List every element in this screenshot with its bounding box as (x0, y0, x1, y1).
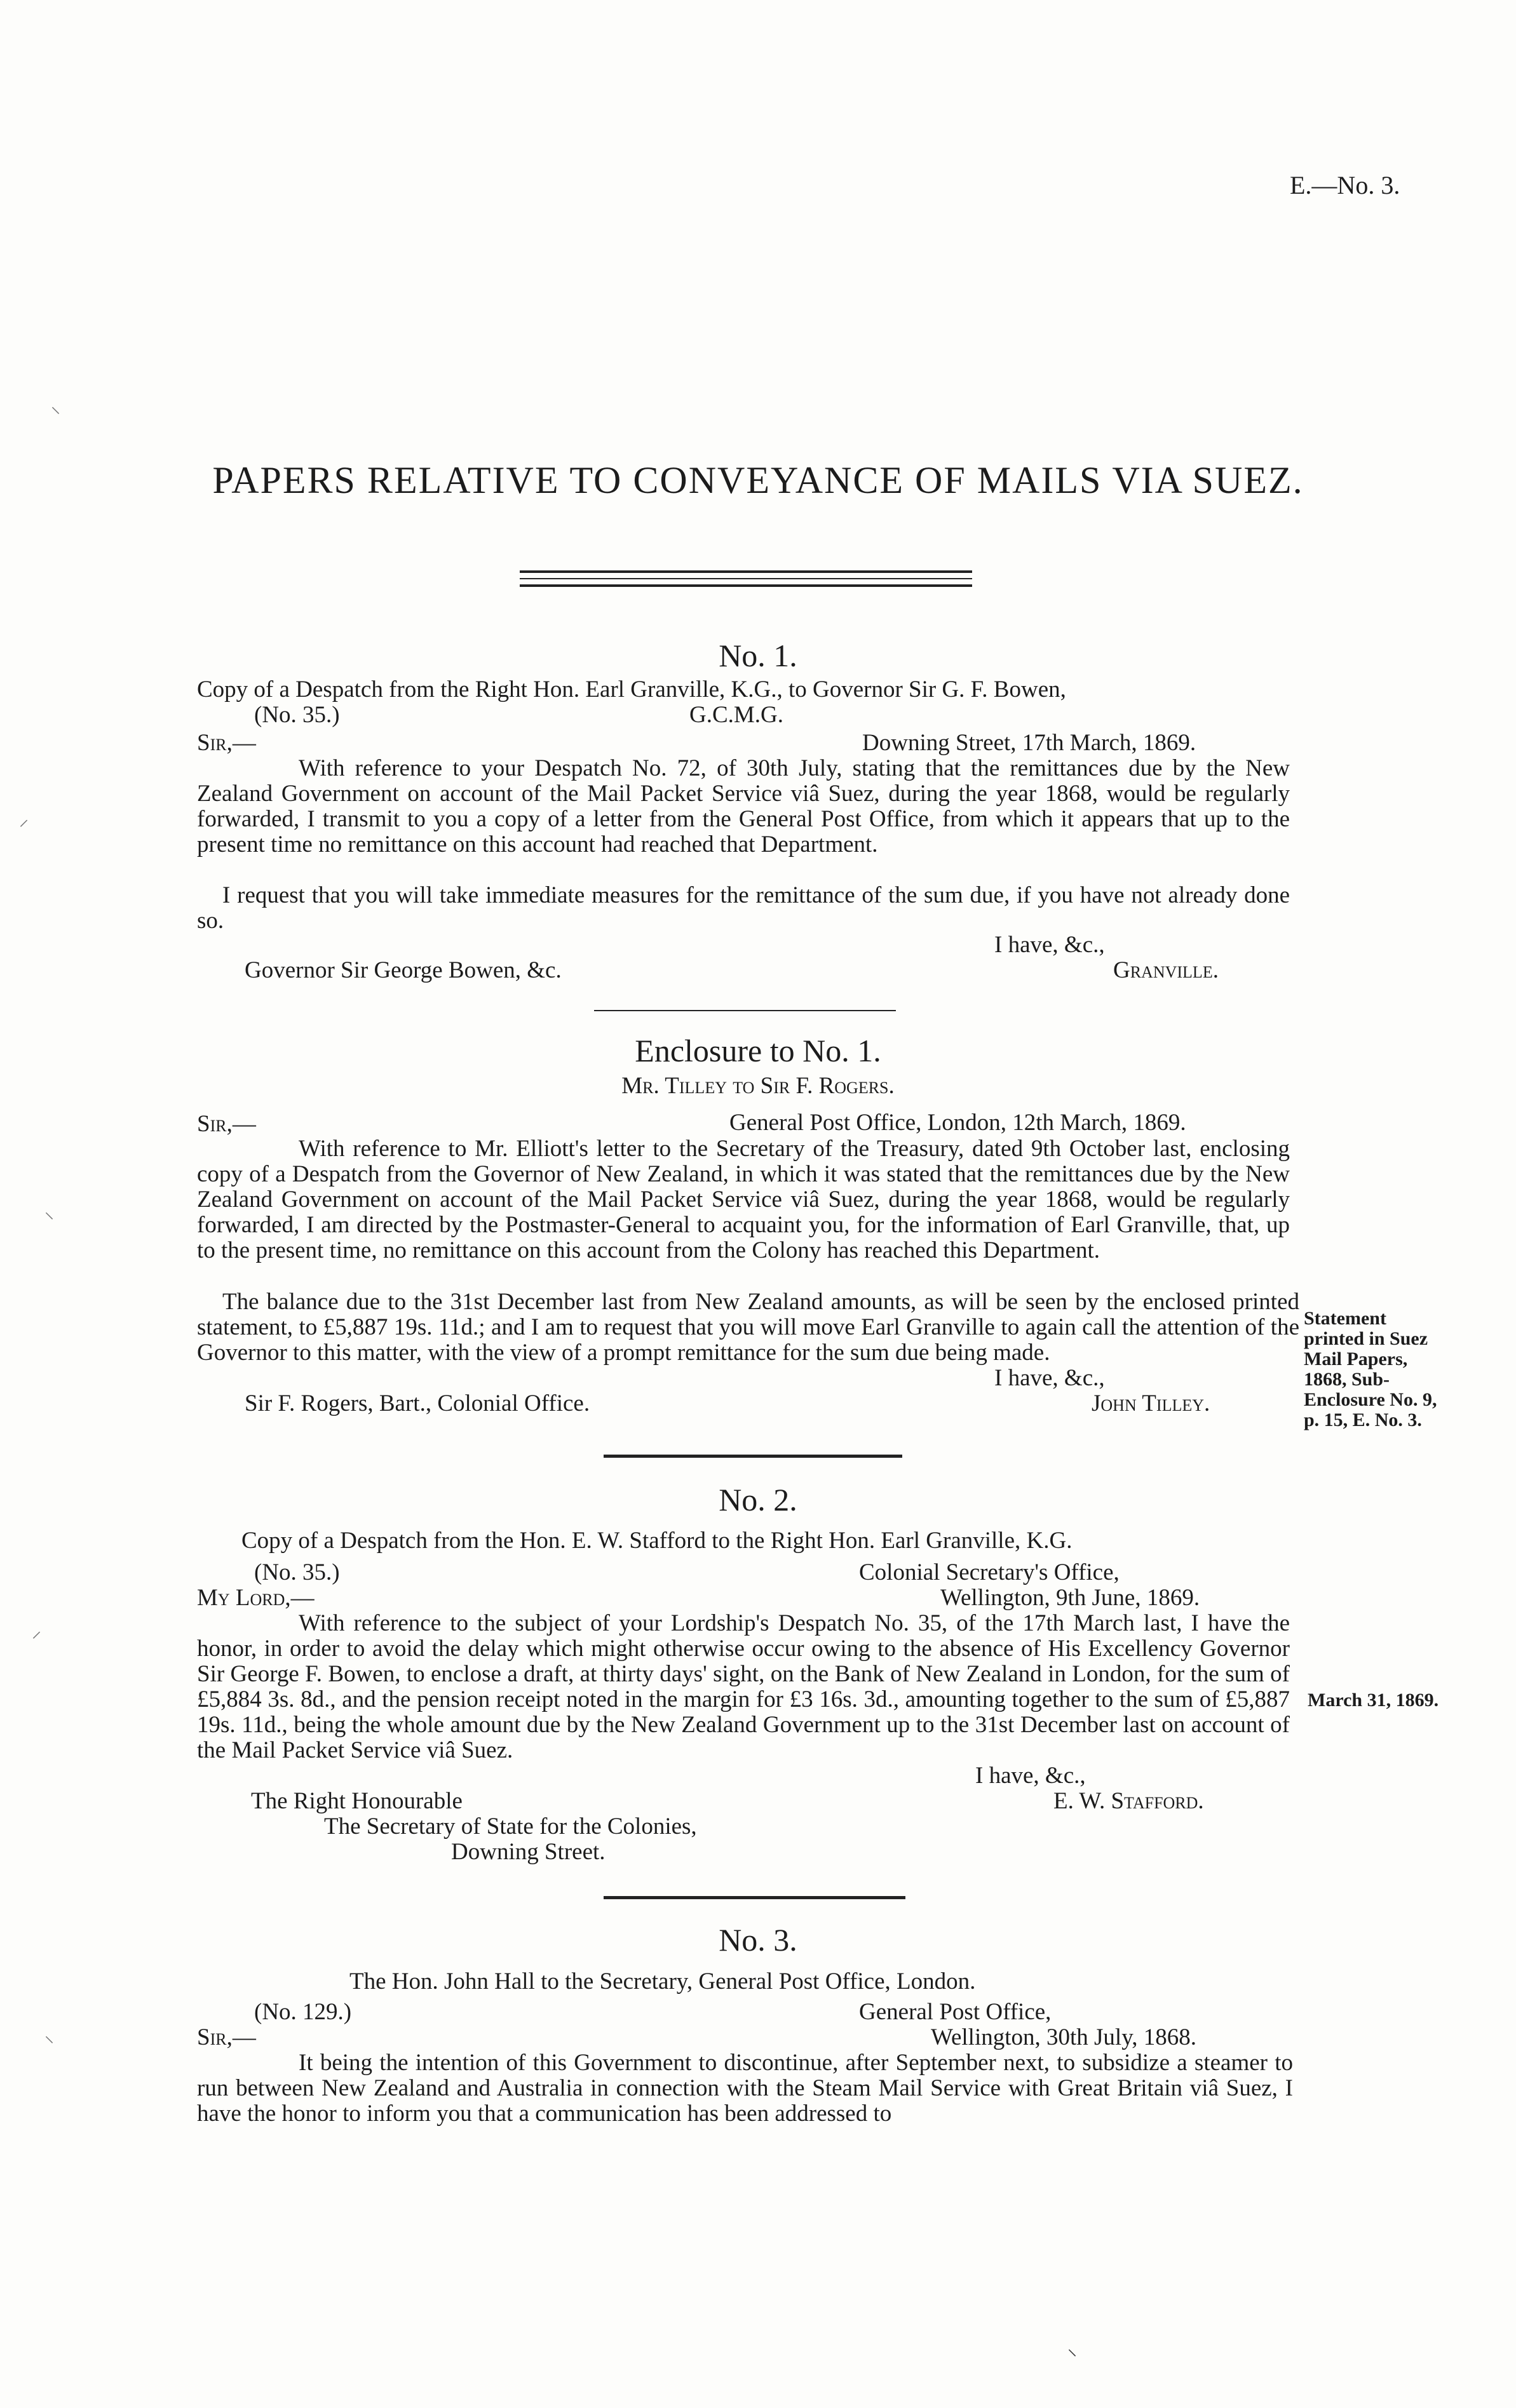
enclosure1-subheading: Mr. Tilley to Sir F. Rogers. (621, 1073, 895, 1099)
enclosure1-closing: I have, &c., (994, 1365, 1105, 1391)
no1-gcmg: G.C.M.G. (689, 702, 784, 728)
no1-intro-line: Copy of a Despatch from the Right Hon. Earl Granville, K.G., to Governor Sir G. F. Bowen, (197, 676, 1066, 703)
section-heading-no2: No. 2. (719, 1482, 797, 1517)
title-rule (520, 584, 972, 587)
no2-addressee-3: Downing Street. (451, 1839, 606, 1865)
margin-note-line: p. 15, E. No. 3. (1304, 1409, 1422, 1430)
no1-signature: Granville. (1113, 957, 1219, 983)
no1-despatch-number: (No. 35.) (254, 702, 340, 728)
scan-mark: ⸍ (19, 817, 29, 838)
enclosure1-signature: John Tilley. (1092, 1390, 1210, 1416)
margin-note-line: printed in Suez (1304, 1328, 1428, 1349)
title-rule (520, 570, 972, 573)
no2-margin-note: March 31, 1869. (1308, 1690, 1439, 1711)
scan-mark: ⸌ (44, 1209, 54, 1230)
no1-paragraph-2: I request that you will take immediate measures for the remittance of the sum due, if you have not already done so. (197, 882, 1290, 934)
no2-closing: I have, &c., (975, 1763, 1086, 1789)
no2-despatch-number: (No. 35.) (254, 1559, 340, 1585)
section-divider (604, 1896, 905, 1899)
no2-salutation: My Lord,— (197, 1585, 315, 1611)
margin-note-line: 1868, Sub- (1304, 1369, 1390, 1390)
enclosure1-addressee: Sir F. Rogers, Bart., Colonial Office. (245, 1390, 590, 1416)
margin-note-line: Statement (1304, 1308, 1386, 1329)
no1-place-date: Downing Street, 17th March, 1869. (862, 730, 1196, 756)
scan-mark: ⸌ (1067, 2346, 1077, 2367)
enclosure1-paragraph-1: With reference to Mr. Elliott's letter to the Secretary of the Treasury, dated 9th October last, enclosing copy of a Despatch from the Governor of New Zealand, in which it was stated that the remittances due by the New Zealand Government on account of the Mail Packet Service viâ Suez, during the year 1868, would be regularly forwarded, I am directed by the Postmaster-General to acquaint you, for the information of Earl Granville, that, up to the present time, no remittance on this account from the Colony has reached this Department. (197, 1136, 1290, 1263)
no3-office: General Post Office, (859, 1999, 1052, 2025)
section-divider (594, 1010, 896, 1011)
enclosure1-margin-note (1304, 1308, 1437, 1430)
no1-closing: I have, &c., (994, 932, 1105, 958)
no2-intro: Copy of a Despatch from the Hon. E. W. Stafford to the Right Hon. Earl Granville, K.G. (241, 1528, 1073, 1554)
no2-office: Colonial Secretary's Office, (859, 1559, 1120, 1585)
no3-salutation: Sir,— (197, 2024, 256, 2050)
no3-paragraph-1: It being the intention of this Government to discontinue, after September next, to subsidize a steamer to run between New Zealand and Australia in connection with the Steam Mail Service with Great Britain viâ Suez, I have the honor to inform you that a communication has been addressed to (197, 2050, 1293, 2127)
scan-mark: ⸌ (44, 2033, 54, 2054)
margin-note-line: Mail Papers, (1304, 1349, 1408, 1369)
no3-despatch-number: (No. 129.) (254, 1999, 352, 2025)
no1-paragraph-1: With reference to your Despatch No. 72, of 30th July, stating that the remittances due by the New Zealand Government on account of the Mail Packet Service viâ Suez, during the year 1868, would be regularly forwarded, I transmit to you a copy of a letter from the General Post Office, from which it appears that up to the present time no remittance on this account had reached that Department. (197, 755, 1290, 858)
no2-addressee-2: The Secretary of State for the Colonies, (324, 1813, 697, 1840)
enclosure1-salutation: Sir,— (197, 1111, 256, 1137)
document-title: PAPERS RELATIVE TO CONVEYANCE OF MAILS VIA SUEZ. (212, 459, 1304, 501)
no1-salutation: Sir,— (197, 730, 256, 756)
section-heading-no1: No. 1. (719, 638, 797, 673)
margin-note-line: Enclosure No. 9, (1304, 1389, 1437, 1410)
section-heading-enclosure1: Enclosure to No. 1. (635, 1033, 881, 1068)
no2-signature: E. W. Stafford. (1053, 1788, 1204, 1814)
page-reference: E.—No. 3. (1290, 171, 1400, 199)
scan-mark: ⸌ (51, 404, 60, 425)
enclosure1-place-date: General Post Office, London, 12th March, 1869. (729, 1110, 1186, 1136)
section-heading-no3: No. 3. (719, 1922, 797, 1958)
section-divider (604, 1455, 902, 1458)
no2-paragraph-1: With reference to the subject of your Lordship's Despatch No. 35, of the 17th March last, I have the honor, in order to avoid the delay which might otherwise occur owing to the absence of His Excellency Governor Sir George F. Bowen, to enclose a draft, at thirty days' sight, on the Bank of New Zealand in London, for the sum of £5,884 3s. 8d., and the pension receipt noted in the margin for £3 16s. 3d., amounting together to the sum of £5,887 19s. 11d., being the whole amount due by the New Zealand Government up to the 31st December last on account of the Mail Packet Service viâ Suez. (197, 1610, 1290, 1763)
title-rule (520, 578, 972, 579)
no2-place-date: Wellington, 9th June, 1869. (940, 1585, 1200, 1611)
enclosure1-paragraph-2: The balance due to the 31st December last from New Zealand amounts, as will be seen by the enclosed printed statement, to £5,887 19s. 11d.; and I am to request that you will move Earl Granville to again call the attention of the Governor to this matter, with the view of a prompt remittance for the sum due being made. (197, 1289, 1299, 1366)
no3-place-date: Wellington, 30th July, 1868. (931, 2024, 1197, 2050)
scan-mark: ⸍ (32, 1629, 41, 1650)
no3-intro: The Hon. John Hall to the Secretary, General Post Office, London. (349, 1968, 976, 1994)
no2-addressee-1: The Right Honourable (251, 1788, 463, 1814)
no1-addressee: Governor Sir George Bowen, &c. (245, 957, 562, 983)
